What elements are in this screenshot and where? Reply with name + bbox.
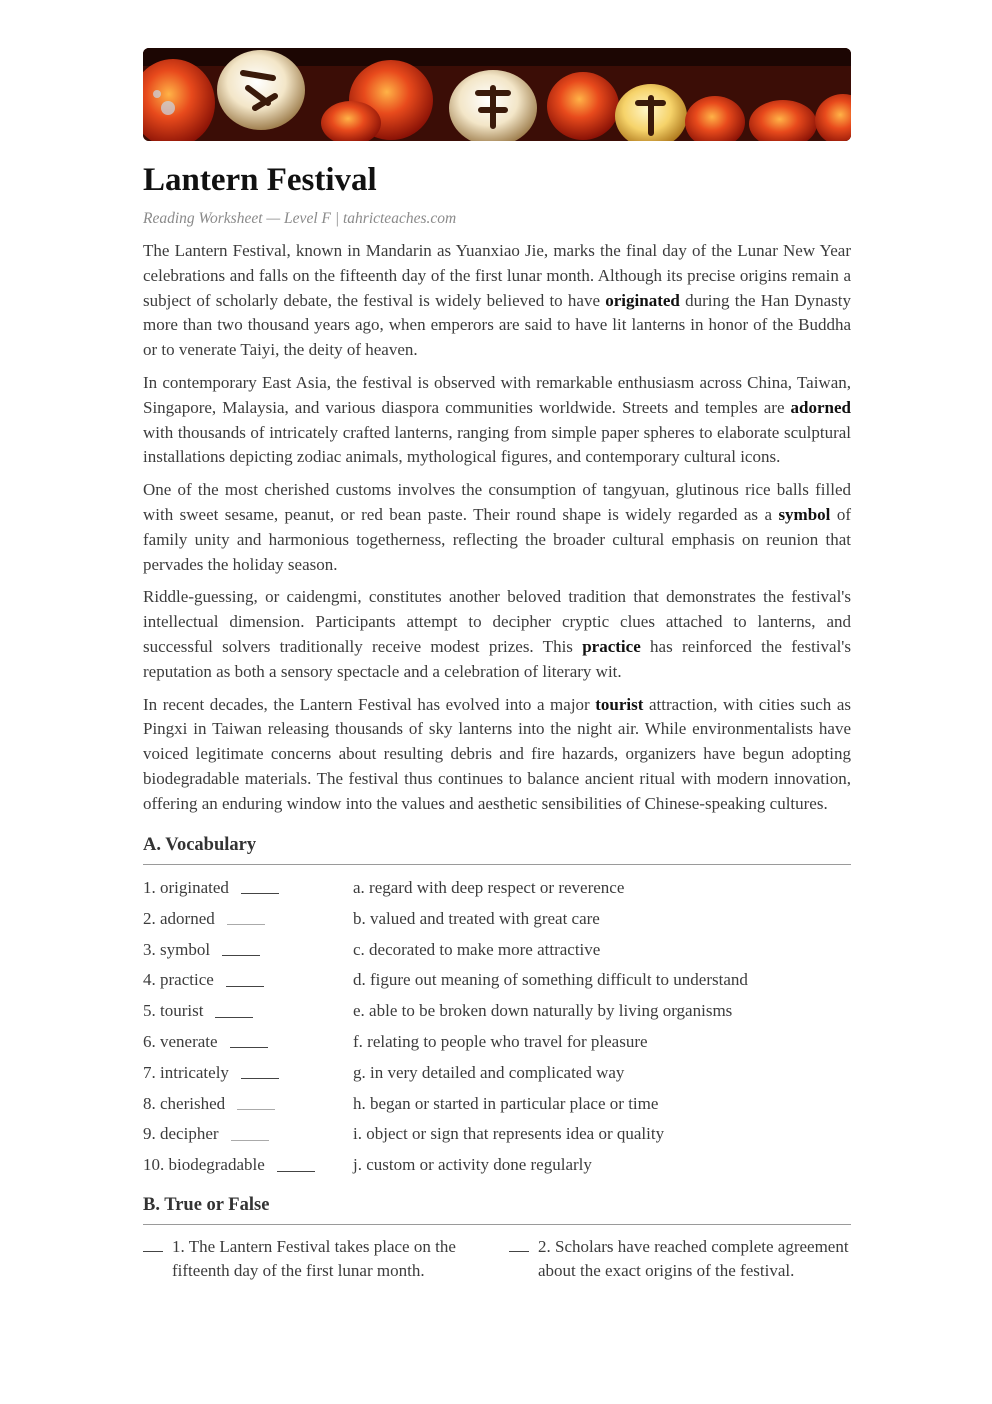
true-false-statement: 2. Scholars have reached complete agreement about the exact origins of the festival. bbox=[538, 1236, 849, 1281]
reading-passage bbox=[143, 239, 851, 817]
answer-blank[interactable] bbox=[226, 986, 264, 987]
passage-paragraph bbox=[143, 239, 851, 363]
vocabulary-row bbox=[143, 1088, 851, 1119]
vocabulary-word bbox=[143, 1001, 353, 1021]
passage-paragraph bbox=[143, 478, 851, 577]
true-false-statement: 1. The Lantern Festival takes place on the fifteenth day of the first lunar month. bbox=[172, 1236, 456, 1281]
true-false-item bbox=[509, 1235, 851, 1285]
vocabulary-word-label: 10. biodegradable bbox=[143, 1155, 265, 1175]
vocabulary-definition: j. custom or activity done regularly bbox=[353, 1155, 592, 1175]
lantern-illustration bbox=[143, 48, 851, 141]
passage-text: In contemporary East Asia, the festival is observed with remarkable enthusiasm across China, Taiwan, Singapore, Malaysia, and various diaspora communities worldwide. Streets and temples are bbox=[143, 372, 851, 417]
vocabulary-row bbox=[143, 1057, 851, 1088]
passage-text: during the Han Dynasty more than two thousand years ago, when emperors are said to have lit lanterns in honor of the Buddha or to venerate Taiyi, the deity of heaven. bbox=[143, 290, 851, 360]
answer-blank[interactable] bbox=[227, 924, 265, 925]
vocabulary-word-label: 7. intricately bbox=[143, 1062, 229, 1082]
passage-text: In recent decades, the Lantern Festival has evolved into a major bbox=[143, 694, 596, 714]
vocabulary-definition: f. relating to people who travel for pleasure bbox=[353, 1031, 648, 1051]
passage-paragraph bbox=[143, 693, 851, 817]
passage-text: The Lantern Festival, known in Mandarin as Yuanxiao Jie, marks the final day of the Lunar New Year celebrations and falls on the fifteenth day of the first lunar month. Although its precise origins remain a subject of scholarly debate, the festival is widely believed to have bbox=[143, 241, 851, 310]
vocabulary-term: adorned bbox=[790, 397, 851, 417]
answer-blank[interactable] bbox=[237, 1109, 275, 1110]
vocabulary-word-label: 9. decipher bbox=[143, 1124, 219, 1144]
vocabulary-word bbox=[143, 940, 353, 960]
vocabulary-row bbox=[143, 873, 851, 904]
answer-blank[interactable] bbox=[277, 1171, 315, 1172]
true-false-list bbox=[143, 1235, 851, 1285]
passage-paragraph bbox=[143, 371, 851, 470]
vocabulary-row bbox=[143, 903, 851, 934]
vocabulary-section bbox=[143, 833, 851, 1181]
page-title: Lantern Festival bbox=[143, 162, 377, 198]
passage-text: One of the most cherished customs involves the consumption of tangyuan, glutinous rice balls filled with sweet sesame, peanut, or red bean paste. Their round shape is widely regarded as a bbox=[143, 480, 851, 524]
vocabulary-word-label: 4. practice bbox=[143, 970, 214, 990]
vocabulary-word-label: 2. adorned bbox=[143, 908, 215, 928]
vocabulary-heading: A. Vocabulary bbox=[143, 834, 257, 855]
vocabulary-definition: a. regard with deep respect or reverence bbox=[353, 877, 625, 897]
worksheet-page bbox=[143, 48, 851, 1284]
vocabulary-term: symbol bbox=[778, 504, 831, 524]
section-divider bbox=[143, 1224, 851, 1225]
section-divider bbox=[143, 864, 851, 865]
vocabulary-word bbox=[143, 909, 353, 929]
answer-blank[interactable] bbox=[231, 1140, 269, 1141]
vocabulary-word-label: 8. cherished bbox=[143, 1093, 226, 1113]
vocabulary-word bbox=[143, 1032, 353, 1052]
vocabulary-term: tourist bbox=[595, 694, 644, 714]
passage-text: Riddle-guessing, or caidengmi, constitutes another beloved tradition that demonstrates the festival's intellectual dimension. Participants attempt to decipher cryptic clues attached to lanterns, and successful solvers traditionally receive modest prizes. This bbox=[143, 587, 851, 656]
passage-text: of family unity and harmonious togetherness, reflecting the broader cultural emphasis on reunion that pervades the holiday season. bbox=[143, 504, 851, 574]
vocabulary-word bbox=[143, 1094, 353, 1114]
true-false-section bbox=[143, 1193, 851, 1285]
passage-text: has reinforced the festival's reputation as both a sensory spectacle and a celebration of literary wit. bbox=[143, 636, 851, 681]
vocabulary-word-label: 6. venerate bbox=[143, 1031, 218, 1051]
vocabulary-definition: h. began or started in particular place or time bbox=[353, 1093, 659, 1113]
answer-blank[interactable] bbox=[215, 1017, 253, 1018]
vocabulary-row bbox=[143, 1150, 851, 1181]
vocabulary-row bbox=[143, 965, 851, 996]
vocabulary-row bbox=[143, 1119, 851, 1150]
vocabulary-matching-list bbox=[143, 873, 851, 1181]
answer-blank[interactable] bbox=[509, 1251, 529, 1252]
vocabulary-row bbox=[143, 996, 851, 1027]
vocabulary-definition: b. valued and treated with great care bbox=[353, 908, 600, 928]
lantern-banner-image bbox=[143, 48, 851, 141]
page-subtitle: Reading Worksheet — Level F | tahricteaches.com bbox=[143, 210, 457, 227]
vocabulary-definition: c. decorated to make more attractive bbox=[353, 939, 601, 959]
vocabulary-word-label: 5. tourist bbox=[143, 1001, 204, 1021]
vocabulary-word-label: 3. symbol bbox=[143, 939, 211, 959]
vocabulary-definition: i. object or sign that represents idea or quality bbox=[353, 1124, 665, 1144]
vocabulary-word bbox=[143, 1124, 353, 1144]
answer-blank[interactable] bbox=[241, 893, 279, 894]
vocabulary-term: practice bbox=[582, 636, 641, 656]
true-false-item bbox=[143, 1235, 509, 1285]
vocabulary-word bbox=[143, 878, 353, 898]
answer-blank[interactable] bbox=[222, 955, 260, 956]
passage-paragraph bbox=[143, 585, 851, 684]
passage-text: attraction, with cities such as Pingxi in Taiwan releasing thousands of sky lanterns into the night air. While environmentalists have voiced legitimate concerns about resulting debris and fire hazards, organizers have begun adopting biodegradable materials. The festival thus continues to balance ancient ritual with modern innovation, offering an enduring window into the values and aesthetic sensibilities of Chinese-speaking cultures. bbox=[143, 694, 851, 813]
vocabulary-word bbox=[143, 1063, 353, 1083]
vocabulary-definition: g. in very detailed and complicated way bbox=[353, 1062, 625, 1082]
vocabulary-word-label: 1. originated bbox=[143, 877, 229, 897]
true-false-heading: B. True or False bbox=[143, 1194, 270, 1215]
vocabulary-definition: d. figure out meaning of something difficult to understand bbox=[353, 970, 748, 990]
vocabulary-definition: e. able to be broken down naturally by living organisms bbox=[353, 1001, 733, 1021]
passage-text: with thousands of intricately crafted lanterns, ranging from simple paper spheres to elaborate sculptural installations depicting zodiac animals, mythological figures, and contemporary cultural icons. bbox=[143, 422, 851, 467]
vocabulary-row bbox=[143, 934, 851, 965]
vocabulary-word bbox=[143, 1155, 353, 1175]
vocabulary-row bbox=[143, 1027, 851, 1058]
answer-blank[interactable] bbox=[143, 1251, 163, 1252]
vocabulary-word bbox=[143, 970, 353, 990]
vocabulary-term: originated bbox=[605, 290, 680, 310]
answer-blank[interactable] bbox=[241, 1078, 279, 1079]
answer-blank[interactable] bbox=[230, 1047, 268, 1048]
